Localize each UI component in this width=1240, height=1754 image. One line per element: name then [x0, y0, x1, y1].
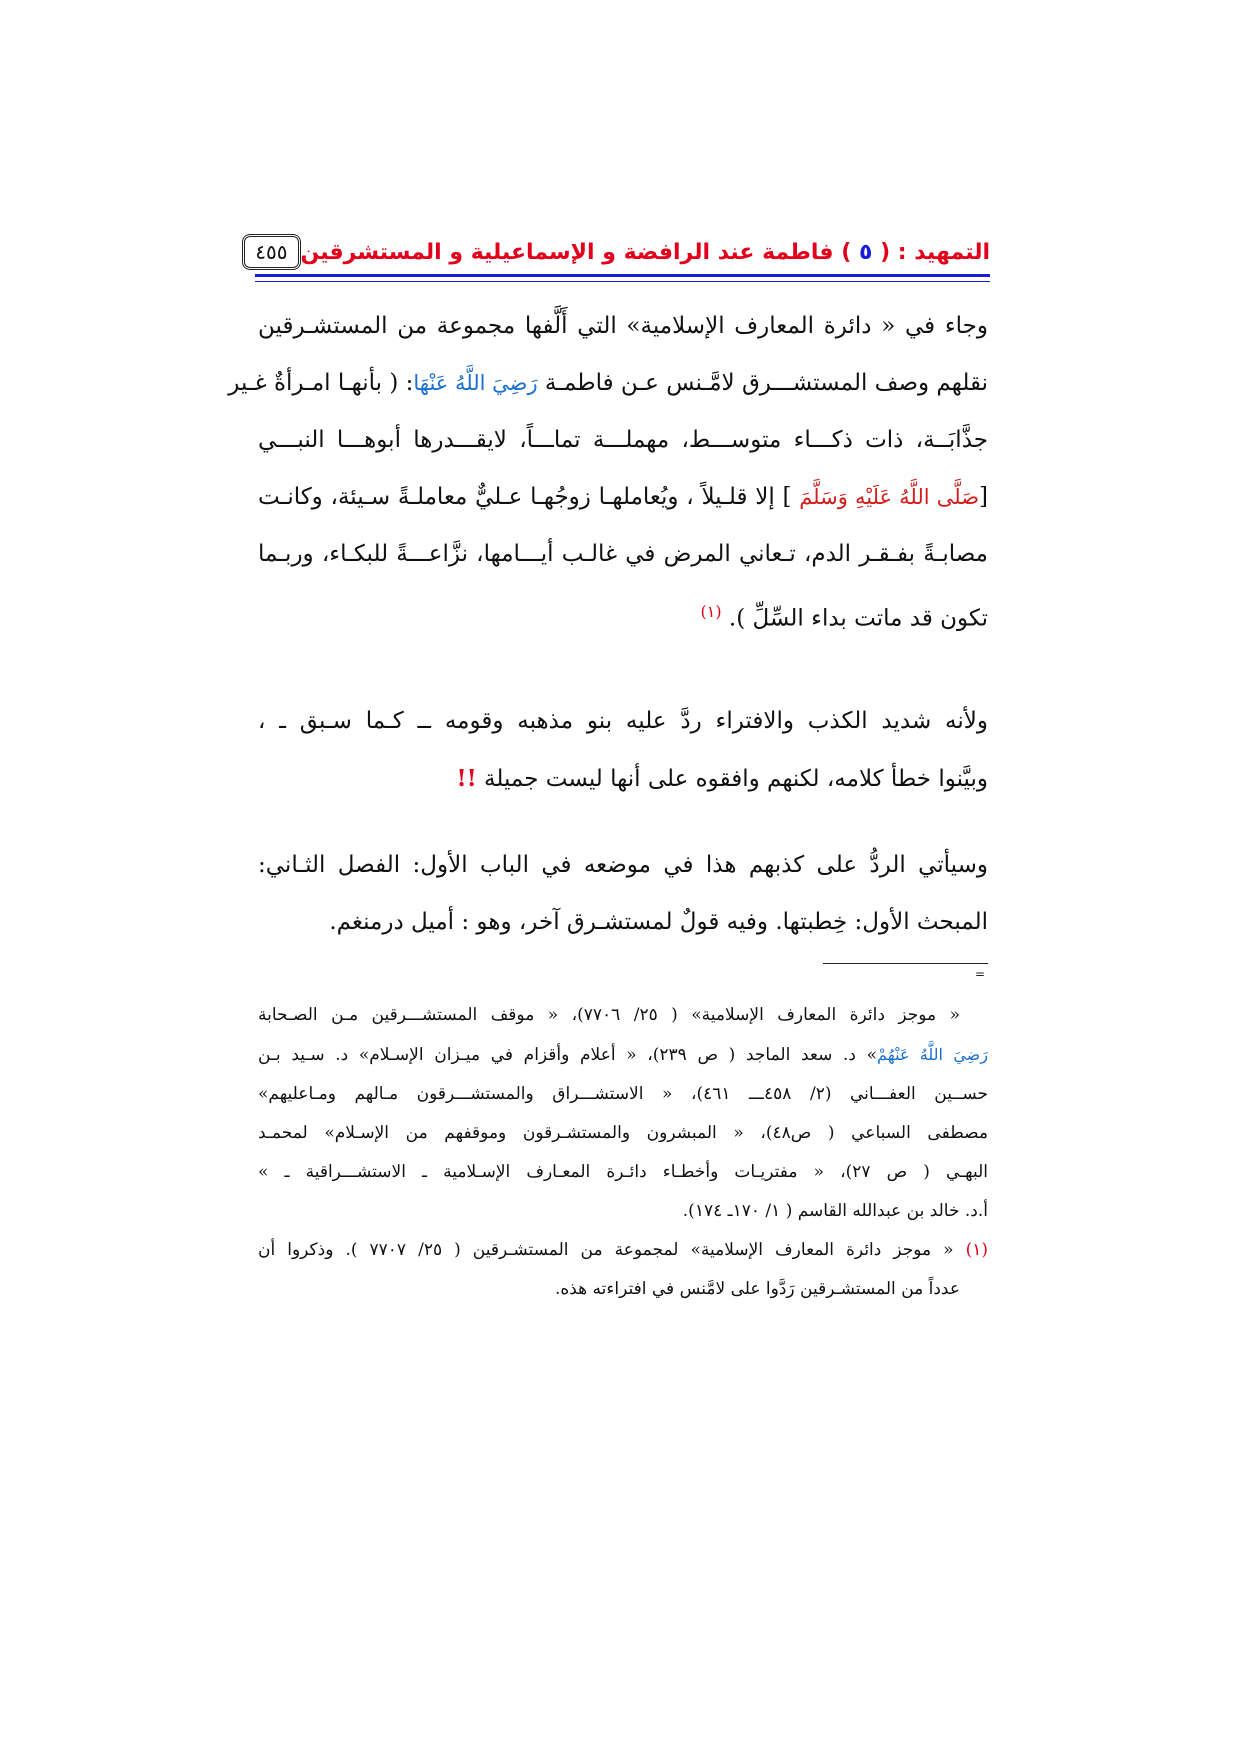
header-title-part1: التمهيد : ( [880, 239, 990, 265]
paragraph-refutation [258, 693, 988, 808]
text-span: « موجز دائرة المعارف الإسلامية» لمجموعة من المستشـرقين ( ٢٥/ ٧٧٠٧ ). وذكروا أن [258, 1240, 954, 1260]
header-title-number: ٥ [858, 239, 873, 265]
text-line [258, 750, 988, 808]
header-title-part5: و المستشرقين [300, 239, 464, 265]
footnote-number: (١) [965, 1240, 989, 1260]
paragraph-quote [228, 298, 989, 648]
paragraph-cross-reference [258, 837, 988, 951]
footnote-line: « موجز دائرة المعارف الإسلامية» ( ٢٥/ ٧٧٠٦)، « موقف المستشـــرقين مـن الصـحابة [258, 1005, 961, 1025]
salutation-phrase: صَلَّى اللَّهُ عَلَيْهِ وَسَلَّمَ [799, 485, 980, 509]
text-line: جذَّابَــة، ذات ذكـــاء متوســـط، مهملـــة تماـــاً، لايقـــدرها أبوهـــا النبـــي [258, 427, 988, 453]
header-rule-thin [255, 281, 990, 282]
header-title-part3: عند الرافضة و [602, 239, 755, 265]
honorific-phrase: رَضِيَ اللَّهُ عَنْهُمْ [877, 1045, 988, 1064]
text-span: : ( بأنهـا امـرأةٌ غـير [228, 370, 414, 396]
text-line [258, 469, 988, 526]
text-line: مصابـةً بفـقـر الدم، تـعاني المرض في غالـب أيـــامها، نزَّاعـــةً للبكـاء، وربـما [258, 541, 988, 567]
text-span: » د. سعد الماجد ( ص ٢٣٩)، « أعلام وأقزام في ميـزان الإسـلام» د. سـيد بـن [258, 1045, 878, 1065]
footnote-line: أ.د. خالد بن عبدالله القاسم ( ١/ ١٧٠ـ ١٧٤). [682, 1201, 988, 1221]
exclamation-mark: !! [456, 765, 477, 792]
footnote-separator [823, 963, 988, 964]
continuation-mark: = [975, 967, 986, 981]
page-number: ٤٥٥ [242, 234, 300, 270]
text-line [228, 355, 988, 412]
header-title [301, 240, 991, 265]
header-rule [255, 274, 990, 277]
text-span: تكون قد ماتت بداء السِّلِّ ). [728, 605, 988, 632]
footnote-line: مصطفى السباعي ( ص٤٨)، « المبشرون والمستشـرقون وموقفهم من الإسـلام» لمحمـد [258, 1123, 988, 1143]
footnote-1-line [258, 1231, 988, 1270]
text-line: ولأنه شديد الكذب والافتراء ردَّ عليه بنو مذهبه وقومه ــ كـما سـبق ـ ، [258, 708, 988, 734]
footnote-line: حســين العفـــاني (٢/ ٤٥٨ـــ ٤٦١)، « الاستشـــراق والمستشـــرقون مـالهم ومـاعليهم» [258, 1084, 988, 1104]
text-line: وجاء في « دائرة المعارف الإسلامية» التي أَلَّفها مجموعة من المستشـرقين [258, 313, 988, 339]
text-span: نقلهم وصف المستشـــرق لامَّـنس عـن فاطمـة [544, 370, 988, 396]
footnote-line [258, 1035, 988, 1075]
footnote-1-line: عدداً من المستشـرقين رَدَّوا على لامَّنس في افتراءته هذه. [554, 1279, 960, 1299]
header-title-part2: ) فاطمة [762, 239, 852, 265]
text-span: وبيَّنوا خطأ كلامه، لكنهم وافقوه على أنها ليست جميلة [484, 766, 988, 792]
footnotes [258, 996, 988, 1309]
text-span: ] إلا قلـيلاً ، ويُعاملهـا زوجُهـا عـليٌّ معاملـةً سـيئة، وكانـت [258, 484, 792, 510]
text-line [258, 583, 988, 648]
text-line: المبحث الأول: خِطبتها. وفيه قولٌ لمستشـرق آخر، وهو : أميل درمنغم. [329, 909, 988, 935]
text-line: وسيأتي الردُّ على كذبهم هذا في موضعه في الباب الأول: الفصل الثـاني: [258, 852, 988, 878]
header-title-part4: الإسماعيلية [470, 239, 595, 265]
footnote-line: البهـي ( ص ٢٧)، « مفتريـات وأخطـاء دائـرة المعـارف الإسـلامية ـ الاستشـــراقية ـ » [258, 1162, 988, 1182]
footnote-reference[interactable]: (١) [700, 602, 722, 621]
honorific-phrase: رَضِيَ اللَّهُ عَنْهَا [413, 371, 538, 395]
running-header [255, 232, 990, 272]
bracket-open: [ [979, 484, 989, 510]
